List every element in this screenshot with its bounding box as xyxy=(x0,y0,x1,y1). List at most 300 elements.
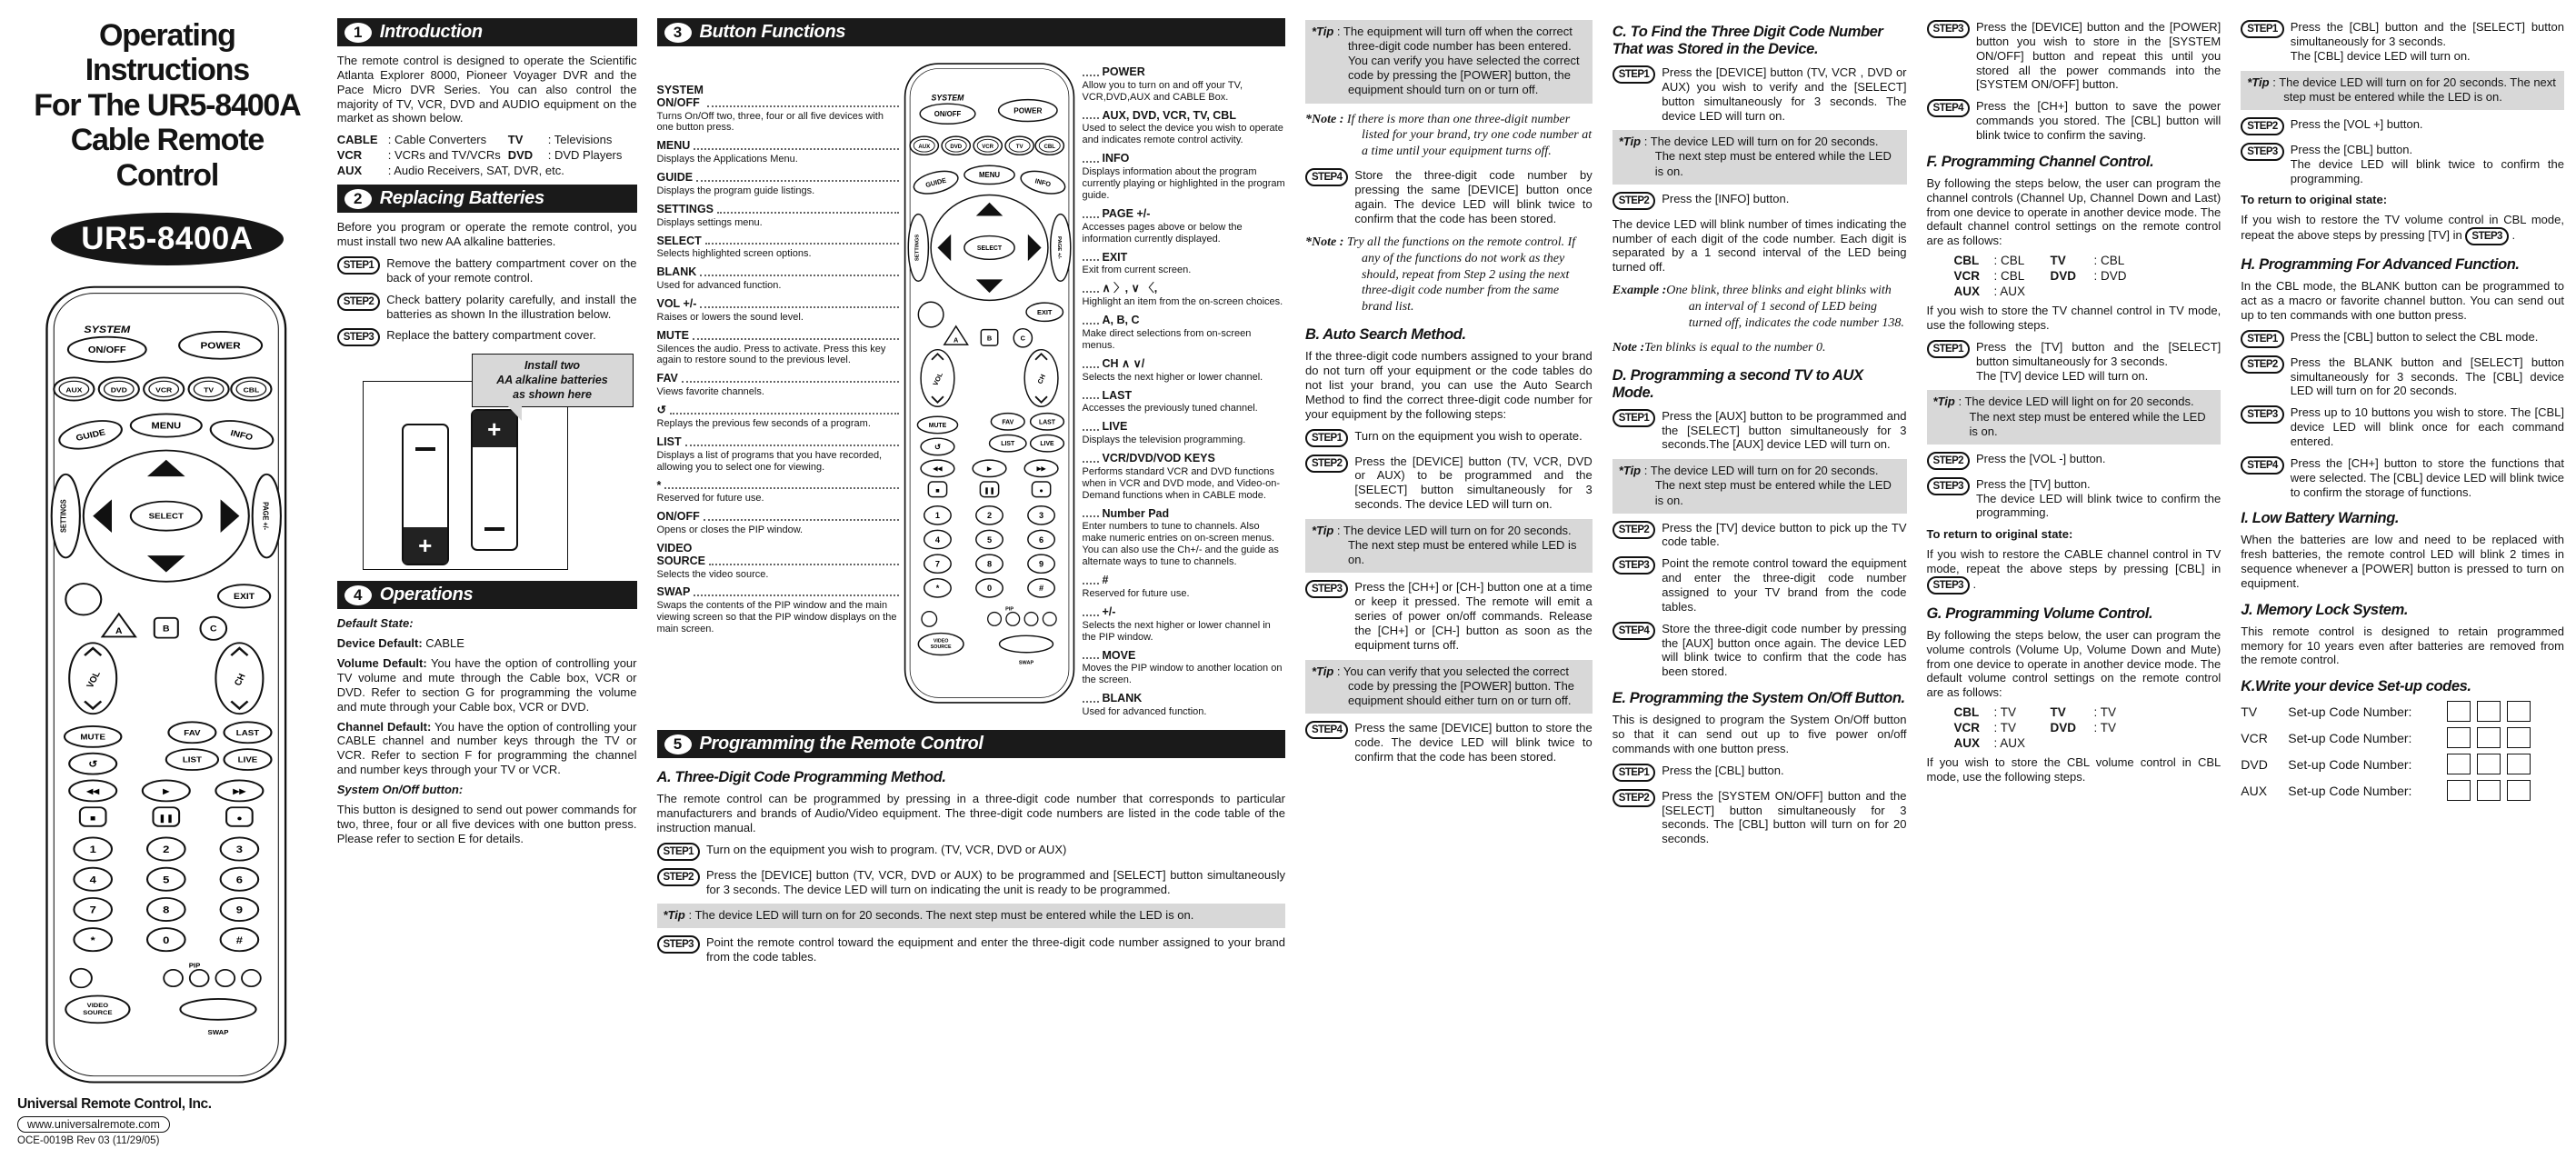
step-badge: STEP2 xyxy=(337,293,380,311)
table-cell: : TV xyxy=(1993,721,2017,735)
tip-box: *Tip : The device LED will turn on for 20 seconds. The next step must be entered while the LED is on. xyxy=(1612,130,1907,184)
paragraph: If you wish to store the CBL volume control in CBL mode, use the following steps. xyxy=(1926,755,2222,784)
diagram-term-text: GUIDE xyxy=(656,171,694,185)
step-text: Press the [CBL] button to select the CBL mode. xyxy=(2290,329,2539,344)
diagram-term-text: INFO xyxy=(1102,152,1130,165)
paragraph: If you wish to store the TV channel control in TV mode, use the following steps. xyxy=(1926,304,2222,332)
svg-text:CBL: CBL xyxy=(1043,144,1055,150)
table-cell: VCR xyxy=(336,148,363,163)
svg-text:A: A xyxy=(953,335,958,345)
code-entry-box xyxy=(2447,780,2471,801)
labeled-paragraph xyxy=(337,636,637,651)
button-functions-diagram xyxy=(657,54,1285,724)
svg-text:9: 9 xyxy=(1038,559,1043,569)
battery-callout: Install two AA alkaline batteries as shown here xyxy=(472,354,634,407)
step-text: Press the [DEVICE] button (TV, VCR, DVD or AUX) to be programmed and [SELECT] button simultaneously for 3 seconds. The device LED will turn on indicating the unit is ready to be programmed. xyxy=(705,867,1285,896)
example-text: One blink, three blinks and eight blinks with an interval of 1 second of LED being turned off, indicates the code number 138. xyxy=(1666,284,1904,330)
tip-label: *Tip xyxy=(1618,135,1642,149)
svg-text:8: 8 xyxy=(986,559,992,569)
note-text: If there is more than one three-digit number listed for your brand, try one code number at a time until your equipment turns off. xyxy=(1346,112,1593,159)
diagram-description: Swaps the contents of the PIP window and the main viewing screen so that the PIP window displays on the main screen. xyxy=(656,600,897,635)
dotted-leader xyxy=(694,594,898,596)
diagram-label xyxy=(1083,693,1285,718)
table-cell: VCR xyxy=(1953,721,1981,735)
diagram-term xyxy=(1083,606,1285,619)
diagram-description: Displays the Applications Menu. xyxy=(656,154,798,165)
dotted-leader xyxy=(696,180,898,182)
tip-text: The device LED will light on for 20 seconds. The next step must be entered while the LED is on. xyxy=(1964,395,2206,438)
diagram-term-text: SWAP xyxy=(656,585,691,599)
svg-text:GUIDE: GUIDE xyxy=(924,175,947,190)
diagram-term xyxy=(657,436,901,449)
diagram-description: Performs standard VCR and DVD functions when in VCR and DVD mode, and Video-on-Demand functions when in CABLE mode. xyxy=(1082,465,1280,501)
table-cell: CBL xyxy=(1953,705,1980,720)
svg-text:SETTINGS: SETTINGS xyxy=(914,234,920,262)
step-text: Store the three-digit code number by pressing the same [DEVICE] button once again. The device LED will blink twice to confirm that the code has been stored. xyxy=(1354,168,1593,225)
step-badge: STEP4 xyxy=(1612,622,1655,640)
diagram-term-text: BLANK xyxy=(656,265,697,279)
diagram-term-text: Number Pad xyxy=(1102,506,1170,520)
step-text: Press the [VOL +] button. xyxy=(2290,116,2423,131)
tip-label: *Tip xyxy=(663,908,685,923)
section-title: Replacing Batteries xyxy=(379,188,544,209)
paragraph: This remote control is designed to retain programmed memory for 10 years even after batteries are removed from the remote control. xyxy=(2241,624,2564,667)
tip-box: *Tip : The device LED will turn on for 20 seconds. The next step must be entered while the LED is on. xyxy=(2241,71,2564,110)
lettered-heading: D. Programming a second TV to AUX Mode. xyxy=(1612,366,1863,401)
svg-text:1: 1 xyxy=(89,843,96,855)
diagram-term-text: A, B, C xyxy=(1102,314,1140,327)
labeled-paragraph xyxy=(1927,527,2222,542)
svg-text:❚❚: ❚❚ xyxy=(158,814,175,824)
svg-text:SWAP: SWAP xyxy=(207,1028,229,1036)
diagram-label xyxy=(1083,508,1285,569)
step-text: Press the [SYSTEM ON/OFF] button and the [SELECT] button simultaneously for 3 seconds. The [CBL] button will turn on for 20 seconds. xyxy=(1662,788,1907,846)
diagram-term-text: SYSTEM ON/OFF xyxy=(656,84,704,109)
section-header-4 xyxy=(337,581,637,609)
diagram-term xyxy=(657,330,901,343)
step-text: Press up to 10 buttons you wish to store. The [CBL] device LED will blink once for each command entered. xyxy=(2290,405,2564,448)
step-text: Press the [VOL -] button. xyxy=(1975,451,2106,465)
battery-minus-mark xyxy=(484,527,504,531)
svg-text:PIP: PIP xyxy=(1004,606,1013,613)
section-number: 5 xyxy=(664,734,692,754)
step-badge: STEP2 xyxy=(2241,117,2283,135)
diagram-description: Raises or lowers the sound level. xyxy=(656,311,804,323)
diagram-term xyxy=(657,543,901,568)
col-intro xyxy=(327,7,647,1154)
diagram-term xyxy=(657,298,901,311)
dotted-leader xyxy=(1083,117,1099,119)
title-column xyxy=(7,7,327,1154)
diagram-label xyxy=(1083,606,1285,644)
step-text: Press the [CH+] button to store the functions that were selected. The [CBL] device LED will blink twice to confirm the storage of functions. xyxy=(2290,455,2564,499)
step-text: Press the [CBL] button. The device LED will blink twice to confirm the programming. xyxy=(2290,142,2564,185)
diagram-description: Replays the previous few seconds of a program. xyxy=(656,417,871,429)
svg-text:VOL: VOL xyxy=(85,670,104,690)
table-cell: : DVD Players xyxy=(547,148,623,163)
step-text: Press the same [DEVICE] button to store the code. The device LED will blink twice to confirm that the code has been stored. xyxy=(1354,720,1593,764)
diagram-label xyxy=(657,436,901,474)
tip-box: *Tip : The equipment will turn off when the correct three-digit code number has been entered. You can verify you have selected the correct code by pressing the [POWER] button, the equipment should turn on or turn off. xyxy=(1305,20,1593,104)
step-badge: STEP2 xyxy=(1305,455,1348,473)
diagram-label xyxy=(657,235,901,261)
step-item xyxy=(1612,65,1907,123)
svg-text:VCR: VCR xyxy=(155,385,173,395)
step-badge: STEP1 xyxy=(2241,20,2283,38)
paragraph: This button is designed to send out power commands for two, three, four or all five devices with one button press. Please refer to section E for details. xyxy=(336,802,637,845)
section-header-5 xyxy=(657,730,1285,758)
table-cell: : AUX xyxy=(1993,736,2026,751)
step-text: Press the [DEVICE] button (TV, VCR , DVD or AUX) you wish to verify and the [SELECT] button simultaneously for 3 seconds. The device LED will turn on. xyxy=(1662,65,1907,123)
code-entry-box xyxy=(2477,727,2501,748)
dotted-leader xyxy=(685,445,899,446)
setup-code-row xyxy=(2241,780,2564,801)
step-badge: STEP1 xyxy=(1305,429,1348,447)
table-cell: TV xyxy=(2050,705,2066,720)
svg-text:7: 7 xyxy=(89,904,96,916)
svg-text:#: # xyxy=(235,934,244,946)
svg-text:4: 4 xyxy=(89,874,96,886)
code-label: Set-up Code Number: xyxy=(2288,783,2412,798)
step-item xyxy=(1612,789,1907,846)
table-cell: VCR xyxy=(1953,269,1981,284)
note-block xyxy=(1305,235,1593,316)
svg-text:*: * xyxy=(90,934,95,946)
step-item xyxy=(2241,330,2564,348)
svg-text:2: 2 xyxy=(163,843,170,855)
paragraph: Before you program or operate the remote control, you must install two new AA alkaline batteries. xyxy=(336,220,637,249)
svg-text:MUTE: MUTE xyxy=(80,733,105,742)
table-cell: TV xyxy=(507,133,524,147)
diagram-term xyxy=(1083,252,1285,265)
svg-text:SETTINGS: SETTINGS xyxy=(58,499,68,533)
svg-text:LIVE: LIVE xyxy=(1039,441,1054,448)
step-item xyxy=(1927,452,2222,470)
setup-code-row xyxy=(2241,701,2564,722)
dotted-leader xyxy=(1083,291,1099,293)
diagram-label xyxy=(657,543,901,580)
step-item xyxy=(657,868,1285,897)
page-title xyxy=(17,18,317,193)
svg-text:PAGE +/-: PAGE +/- xyxy=(1055,236,1062,259)
device-name: VCR xyxy=(2241,730,2268,745)
diagram-remote xyxy=(901,54,1079,724)
svg-text:VOL: VOL xyxy=(930,371,944,387)
col-button-functions xyxy=(647,7,1295,1154)
svg-text:■: ■ xyxy=(934,486,940,495)
diagram-label xyxy=(657,266,901,292)
lettered-heading: H. Programming For Advanced Function. xyxy=(2241,256,2520,274)
table-cell: : CBL xyxy=(1993,269,2025,284)
code-entry-box xyxy=(2507,780,2531,801)
step-badge: STEP1 xyxy=(337,256,380,275)
step-badge: STEP1 xyxy=(1612,65,1655,84)
table-cell: CABLE xyxy=(336,133,378,147)
step-badge: STEP1 xyxy=(1612,409,1655,427)
code-entry-box xyxy=(2507,701,2531,722)
step-badge: STEP1 xyxy=(657,843,700,861)
diagram-label xyxy=(657,480,901,505)
table-cell: AUX xyxy=(1953,736,1981,751)
diagram-description: Accesses pages above or below the information currently displayed. xyxy=(1082,221,1243,245)
step-item xyxy=(1305,455,1593,512)
code-entry-box xyxy=(2507,754,2531,774)
battery-compartment xyxy=(363,381,568,570)
svg-text:2: 2 xyxy=(986,511,992,521)
col-hijk xyxy=(2231,7,2574,1154)
footer-doc-number: OCE-0019B Rev 03 (11/29/05) xyxy=(17,1135,160,1147)
example-label: Example : xyxy=(1612,284,1667,298)
svg-text:5: 5 xyxy=(986,535,992,545)
svg-text:TV: TV xyxy=(1015,144,1023,150)
svg-text:POWER: POWER xyxy=(1013,106,1042,115)
svg-text:CH: CH xyxy=(1034,373,1047,385)
device-type-list xyxy=(337,133,637,177)
diagram-description: Views favorite channels. xyxy=(656,386,764,398)
step-badge: STEP4 xyxy=(2241,456,2283,475)
svg-text:MUTE: MUTE xyxy=(928,422,946,429)
step-item xyxy=(1612,409,1907,453)
diagram-term-text: ∧ 〉, ∨ 〈, xyxy=(1102,282,1158,295)
svg-text:B: B xyxy=(163,624,170,634)
diagram-label xyxy=(1083,315,1285,352)
lettered-heading: C. To Find the Three Digit Code Number That was Stored in the Device. xyxy=(1612,24,1883,57)
svg-text:1: 1 xyxy=(934,511,940,521)
code-entry-box xyxy=(2447,727,2471,748)
diagram-term xyxy=(1083,110,1285,123)
dotted-leader xyxy=(694,148,898,150)
title-line-3: Cable Remote Control xyxy=(70,123,265,193)
step-text: Press the [INFO] button. xyxy=(1662,191,1790,205)
step-ref-badge: STEP3 xyxy=(1927,576,1970,594)
diagram-label xyxy=(1083,453,1285,502)
step-item xyxy=(2241,405,2564,449)
diagram-term-text: * xyxy=(656,478,662,492)
diagram-term xyxy=(1083,693,1285,705)
svg-text:▶▶: ▶▶ xyxy=(1036,465,1046,473)
step-badge: STEP1 xyxy=(1612,764,1655,782)
step-item xyxy=(657,935,1285,964)
paragraph-text: If you wish to restore the TV volume control in CBL mode, repeat the above steps by pressing [TV] in xyxy=(2241,213,2564,243)
table-cell: : TV xyxy=(2093,721,2117,735)
table-cell: : Audio Receivers, SAT, DVR, etc. xyxy=(387,164,564,178)
battery-left xyxy=(402,424,449,565)
step-badge: STEP4 xyxy=(1305,168,1348,186)
dotted-leader xyxy=(705,243,899,245)
diagram-term xyxy=(657,405,901,417)
dotted-leader xyxy=(1083,75,1099,76)
svg-text:SOURCE: SOURCE xyxy=(930,644,952,651)
dotted-leader xyxy=(1083,515,1099,517)
lettered-heading: F. Programming Channel Control. xyxy=(1926,153,2154,170)
dotted-leader xyxy=(1083,461,1099,463)
diagram-term-text: AUX, DVD, VCR, TV, CBL xyxy=(1102,108,1236,122)
diagram-label xyxy=(1083,390,1285,415)
step-text: Press the [CH+] button to save the power commands you stored. The [CBL] button will blink twice to confirm the saving. xyxy=(1975,99,2222,143)
svg-text:C: C xyxy=(1020,334,1025,343)
diagram-term-text: ON/OFF xyxy=(656,510,700,524)
diagram-term xyxy=(657,586,901,599)
section-header-2 xyxy=(337,185,637,213)
tip-label: *Tip xyxy=(1618,464,1642,478)
diagram-term xyxy=(657,266,901,279)
footer xyxy=(17,1096,317,1146)
dotted-leader xyxy=(693,338,899,340)
diagram-description: Allow you to turn on and off your TV, VCR,DVD,AUX and CABLE Box. xyxy=(1082,79,1243,103)
step-badge: STEP2 xyxy=(2241,355,2283,374)
paragraph: When the batteries are low and need to be replaced with fresh batteries, the remote control LED will blink 2 times in sequence whenever a [POWER] button is pressed to turn on equipment. xyxy=(2241,533,2564,590)
svg-text:POWER: POWER xyxy=(200,341,241,352)
svg-text:VCR: VCR xyxy=(981,144,993,150)
svg-text:C: C xyxy=(210,624,217,634)
step-text: Store the three-digit code number by pressing the [AUX] button once again. The device LED will blink twice to confirm that the code has been stored. xyxy=(1662,621,1907,679)
diagram-label xyxy=(657,330,901,367)
setup-code-table xyxy=(2241,701,2564,801)
table-cell: AUX xyxy=(336,164,363,178)
labeled-paragraph xyxy=(2241,193,2564,207)
dotted-leader xyxy=(1083,366,1099,368)
diagram-term-text: LIST xyxy=(656,435,682,448)
diagram-description: Used to select the device you wish to operate and indicates remote control activity. xyxy=(1082,123,1283,146)
lettered-heading: J. Memory Lock System. xyxy=(2241,601,2409,618)
step-badge: STEP3 xyxy=(2241,143,2283,161)
dotted-leader xyxy=(700,275,898,276)
svg-text:↺: ↺ xyxy=(88,759,98,770)
svg-text:SELECT: SELECT xyxy=(148,512,185,521)
footer-url: www.universalremote.com xyxy=(17,1116,170,1133)
table-cell xyxy=(2094,736,2158,750)
table-cell: : AUX xyxy=(1993,285,2026,299)
svg-text:6: 6 xyxy=(1038,535,1043,545)
diagram-term xyxy=(1083,153,1285,165)
step-badge: STEP1 xyxy=(1927,340,1970,358)
svg-text:❚❚: ❚❚ xyxy=(983,486,995,495)
section-header-1 xyxy=(337,18,637,46)
step-text: Press the [TV] device button to pick up the TV code table. xyxy=(1662,520,1907,549)
step-badge: STEP3 xyxy=(1612,556,1655,575)
svg-text:PAGE +/-: PAGE +/- xyxy=(261,502,270,531)
diagram-term xyxy=(1083,390,1285,403)
svg-text:SOURCE: SOURCE xyxy=(83,1009,113,1016)
svg-text:■: ■ xyxy=(90,814,96,824)
diagram-label xyxy=(1083,252,1285,277)
svg-text:▶▶: ▶▶ xyxy=(233,786,246,795)
diagram-term-text: ↺ xyxy=(656,404,666,417)
paragraph-label: Default State: xyxy=(336,616,414,631)
table-cell: : CBL xyxy=(1993,254,2025,268)
svg-text:SYSTEM: SYSTEM xyxy=(931,93,964,103)
svg-text:FAV: FAV xyxy=(184,728,201,737)
paragraph-label: Channel Default: xyxy=(336,719,432,734)
diagram-term-text: VCR/DVD/VOD KEYS xyxy=(1102,452,1215,465)
step-badge: STEP4 xyxy=(1305,721,1348,739)
labeled-paragraph xyxy=(337,720,637,777)
paragraph-text: CABLE xyxy=(425,636,464,651)
dotted-leader xyxy=(1083,583,1099,584)
step-badge: STEP2 xyxy=(1612,192,1655,210)
diagram-term-text: EXIT xyxy=(1102,250,1128,264)
svg-text:4: 4 xyxy=(934,535,940,545)
dotted-leader xyxy=(1083,216,1099,218)
svg-text:VIDEO: VIDEO xyxy=(86,1002,109,1009)
svg-text:◀◀: ◀◀ xyxy=(86,786,100,795)
step-text: Point the remote control toward the equipment and enter the three-digit code number assigned to your brand from the code tables. xyxy=(705,935,1285,964)
step-text: Press the [CBL] button and the [SELECT] button simultaneously for 3 seconds. The [CBL] device LED will turn on. xyxy=(2290,20,2564,63)
code-entry-box xyxy=(2447,754,2471,774)
code-entry-box xyxy=(2507,727,2531,748)
paragraph-label: System On/Off button: xyxy=(336,783,464,797)
tip-text: The device LED will turn on for 20 seconds. The next step must be entered while the LED is on. xyxy=(1650,135,1892,178)
table-cell: CBL xyxy=(1953,254,1980,268)
table-cell: : TV xyxy=(2093,705,2117,720)
section-title: Operations xyxy=(379,584,474,605)
labeled-paragraph xyxy=(337,616,637,631)
step-badge: STEP4 xyxy=(1927,99,1970,117)
svg-text:EXIT: EXIT xyxy=(1036,307,1052,316)
step-text: Press the BLANK button and [SELECT] button simultaneously for 3 seconds. The [CBL] device LED will turn on for 20 seconds. xyxy=(2290,355,2564,398)
diagram-description: Opens or closes the PIP window. xyxy=(656,525,804,536)
lettered-heading: B. Auto Search Method. xyxy=(1304,326,1466,344)
dotted-leader xyxy=(1083,259,1099,261)
diagram-description: Highlight an item from the on-screen choices. xyxy=(1082,296,1283,308)
lettered-heading: G. Programming Volume Control. xyxy=(1926,604,2153,622)
paragraph-label: To return to original state: xyxy=(1926,527,2073,542)
diagram-term-text: MENU xyxy=(656,139,691,153)
svg-text:DVD: DVD xyxy=(110,385,127,395)
diagram-term-text: PAGE +/- xyxy=(1102,207,1151,221)
code-entry-box xyxy=(2477,780,2501,801)
tip-label: *Tip xyxy=(1311,25,1334,38)
diagram-label xyxy=(1083,421,1285,446)
tip-box: *Tip : The device LED will turn on for 20 seconds. The next step must be entered while the LED is on. xyxy=(1612,459,1907,513)
step-item xyxy=(1305,580,1593,652)
tip-label: *Tip xyxy=(1311,664,1334,678)
step-item xyxy=(1927,20,2222,92)
code-label: Set-up Code Number: xyxy=(2288,756,2412,772)
diagram-description: Displays information about the program currently playing or highlighted in the program guide. xyxy=(1082,166,1285,202)
paragraph: The remote control can be programmed by pressing in a three-digit code number that corresponds to particular manufacturers and brands of Audio/Video equipment. The three-digit code numbers are listed in the code table of the instruction manual. xyxy=(656,792,1285,834)
diagram-term-text: LAST xyxy=(1102,388,1133,402)
svg-text:▶: ▶ xyxy=(986,465,992,473)
svg-text:8: 8 xyxy=(163,904,170,916)
diagram-left-labels xyxy=(657,54,901,724)
tip-label: *Tip xyxy=(1932,395,1955,409)
dotted-leader xyxy=(700,306,898,308)
section-number: 3 xyxy=(664,23,692,43)
step-text: Press the [AUX] button to be programmed and the [SELECT] button simultaneously for 3 seconds.The [AUX] device LED will turn on. xyxy=(1662,408,1907,452)
diagram-term xyxy=(1083,315,1285,327)
tip-box: *Tip : The device LED will turn on for 20 seconds. The next step must be entered while LED is on. xyxy=(1305,519,1593,573)
step-badge: STEP1 xyxy=(2241,330,2283,348)
diagram-description: Moves the PIP window to another location on the screen. xyxy=(1082,663,1283,686)
step-badge: STEP3 xyxy=(1927,477,1970,495)
svg-text:●: ● xyxy=(1038,486,1043,495)
step-item xyxy=(1612,192,1907,210)
diagram-term xyxy=(657,373,901,385)
diagram-term-text: LIVE xyxy=(1102,420,1128,434)
step-item xyxy=(1927,99,2222,143)
section-title: Programming the Remote Control xyxy=(699,734,983,754)
paragraph-label: To return to original state: xyxy=(2241,193,2388,207)
paragraph-text: You have the option of controlling your CABLE channel and number keys through the TV or VCR. Refer to section F for programming the channel and number keys through your TV or VCR. xyxy=(336,719,637,777)
svg-text:3: 3 xyxy=(235,843,244,855)
tip-box: *Tip : The device LED will light on for 20 seconds. The next step must be entered while the LED is on. xyxy=(1927,390,2222,444)
battery-plus-terminal: + xyxy=(404,527,447,564)
svg-text:LIST: LIST xyxy=(1000,441,1014,448)
step-text: Turn on the equipment you wish to operate. xyxy=(1354,428,1583,443)
dotted-leader xyxy=(1083,323,1099,325)
dotted-leader xyxy=(664,487,898,489)
